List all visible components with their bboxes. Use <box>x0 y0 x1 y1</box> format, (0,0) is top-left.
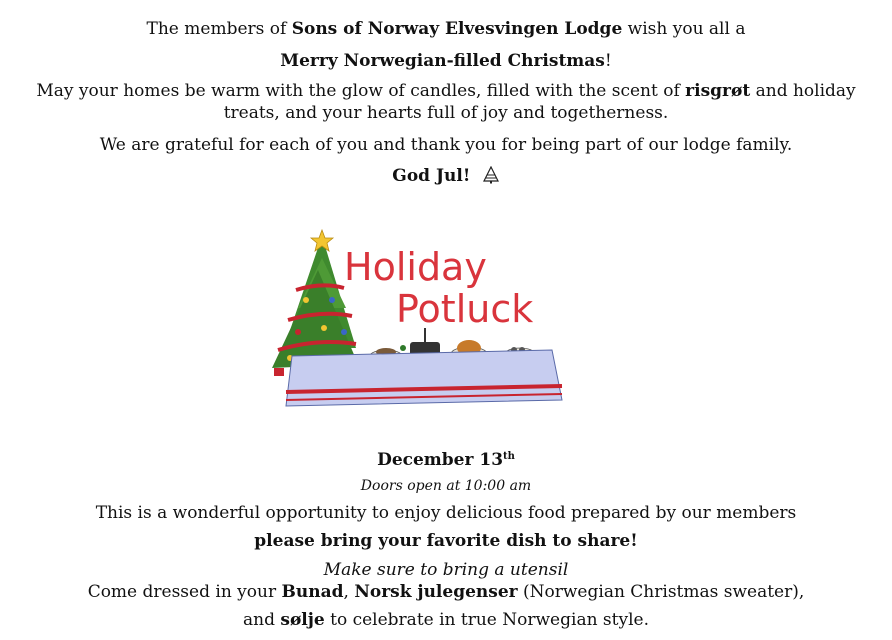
separator: , <box>343 582 355 602</box>
god-jul-text: God Jul! <box>392 166 471 186</box>
greeting-line-3 <box>0 80 892 102</box>
opportunity-line <box>0 502 892 524</box>
bring-dish-line <box>0 530 892 552</box>
dress-text: and <box>243 610 281 630</box>
greeting-line-4 <box>0 102 892 124</box>
dress-text: (Norwegian Christmas sweater), <box>517 582 805 602</box>
utensil-text: Make sure to bring a utensil <box>323 560 569 580</box>
merry-christmas-text: Merry Norwegian-filled Christmas <box>280 51 605 71</box>
greeting-line-2 <box>0 50 892 72</box>
greeting-text: wish you all a <box>622 19 746 39</box>
solje-line <box>0 609 892 631</box>
lodge-name: Sons of Norway Elvesvingen Lodge <box>291 19 623 39</box>
doors-open-text: Doors open at 10:00 am <box>360 478 532 494</box>
holiday-potluck-illustration <box>262 228 582 414</box>
greeting-text: treats, and your hearts full of joy and togetherness. <box>223 103 669 123</box>
doors-open-line <box>0 475 892 497</box>
potluck-title: Potluck <box>396 287 534 331</box>
julegenser-text: Norsk julegenser <box>354 582 518 602</box>
exclamation: ! <box>604 51 612 71</box>
solje-text: sølje <box>280 610 325 630</box>
event-date-suffix: th <box>503 451 515 462</box>
event-date: December 13 <box>377 450 504 470</box>
buffet-table <box>286 350 562 406</box>
dress-line <box>0 581 892 603</box>
bunad-text: Bunad <box>281 582 344 602</box>
dress-text: to celebrate in true Norwegian style. <box>324 610 649 630</box>
greeting-text: May your homes be warm with the glow of candles, filled with the scent of <box>36 81 686 101</box>
holiday-title: Holiday <box>344 245 487 289</box>
greeting-text: and holiday <box>750 81 856 101</box>
greeting-text: We are grateful for each of you and thank you for being part of our lodge family. <box>99 135 793 155</box>
dress-text: Come dressed in your <box>87 582 282 602</box>
greeting-line-5 <box>0 134 892 156</box>
risgrot-text: risgrøt <box>685 81 751 101</box>
greeting-text: The members of <box>146 19 292 39</box>
bring-dish-text: please bring your favorite dish to share! <box>254 531 638 551</box>
greeting-line-1 <box>0 18 892 40</box>
event-date-line <box>0 449 892 471</box>
utensil-line <box>0 559 892 581</box>
god-jul-line <box>0 165 892 187</box>
christmas-tree-icon <box>476 166 500 186</box>
opportunity-text: This is a wonderful opportunity to enjoy delicious food prepared by our members <box>95 503 797 523</box>
